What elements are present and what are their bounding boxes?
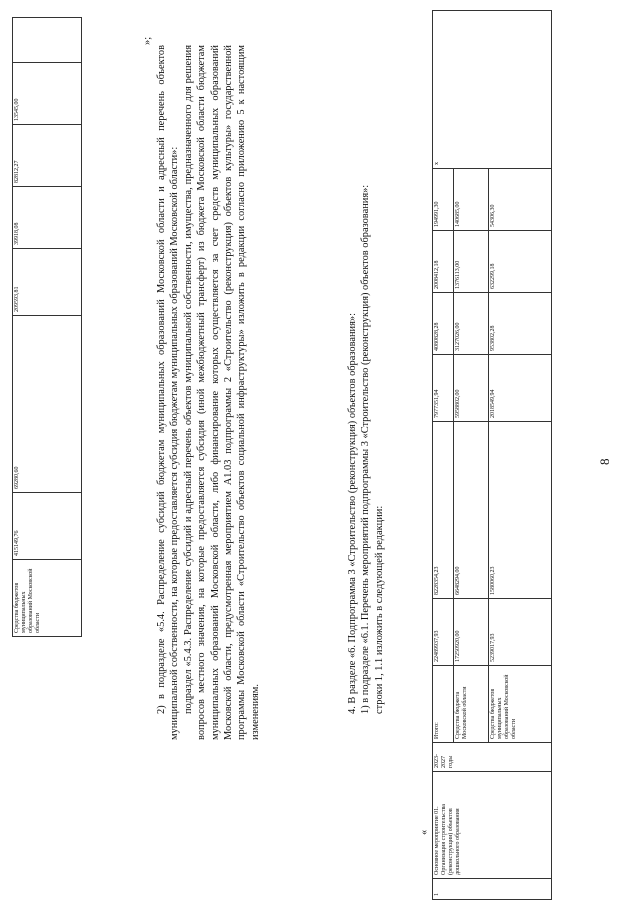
closing-quote-mark: »; [142, 36, 153, 45]
paragraph: строки 1, 1.1 изложить в следующей редакции: [373, 505, 385, 714]
table-cell-number: 1 [433, 879, 552, 900]
table-cell: 415149,76 [13, 493, 82, 560]
table-cell: 3127026,00 [454, 293, 489, 355]
table-row [13, 18, 82, 637]
table-cell: 13545,00 [13, 63, 82, 125]
table-cell: 1580060,23 [489, 422, 552, 599]
table-cell: 5958802,00 [454, 355, 489, 422]
paragraph: 2) в подразделе «5.4. Распределение субсидий бюджетам муниципальных образований Московской области и адресный перечень объектов муниципальной собственности, на которые предоставляется субсидия бюджетам муниципальных образований Московской области»: [156, 45, 181, 740]
paragraph: 4. В разделе «6. Подпрограмма 3 «Строительство (реконструкция) объектов образования»: [347, 313, 358, 714]
table-row [433, 11, 454, 900]
table-cell: 2008412,18 [433, 231, 454, 293]
body-text [155, 45, 262, 740]
table-cell: 7977351,94 [433, 355, 454, 422]
table-cell-activity: Основное мероприятие 01. Организация строительства (реконструкции) объектов дошкольного образования [433, 772, 552, 879]
paragraph: подраздел «5.4.3. Распределение субсидий и адресный перечень объектов муниципальной собственности, имущества, предназначенного для решения вопросов местного значения, на которые предоставляется субсидия (иной межбюджетный трансферт) из бюджета Московской области бюджетам муниципальных образований Московской области, либо финансирование которых осуществляется за счет средств муниципальных образований Московской области, предусмотренная мероприятием А1.03 подпрограммы 2 «Строительство (реконструкция) объектов культуры» государственной программы Московской области «Строительство объектов социальной инфраструктуры» изложить в редакции согласно приложению 5 к настоящим изменениям. [182, 45, 261, 740]
page-number: 8 [597, 458, 612, 465]
table-cell: 82812,27 [13, 125, 82, 187]
table-cell: 5239017,93 [489, 599, 552, 666]
table-cell: 1376113,00 [454, 231, 489, 293]
table-cell-x: х [433, 11, 552, 169]
table-cell: 8228354,23 [433, 422, 454, 599]
table-cell: 140685,00 [454, 169, 489, 231]
paragraph: 1) в подразделе «6.1. Перечень мероприятий подпрограммы 3 «Строительство (реконструкция) объектов образования»: [360, 184, 372, 714]
table-cell: 69280,60 [13, 316, 82, 493]
table-cell: 194991,30 [433, 169, 454, 231]
body-text-section-4 [346, 45, 386, 740]
table-cell: 632299,18 [489, 231, 552, 293]
table-cell: 39918,08 [13, 187, 82, 249]
table-cell-label: Средства бюджета Московской области [454, 666, 489, 743]
table-cell: 22489937,93 [433, 599, 454, 666]
activities-table [432, 10, 552, 900]
table-cell-label: Средства бюджетов муниципальных образований Московской области [13, 560, 82, 637]
funding-table-fragment [12, 17, 82, 637]
table-cell: 17250920,00 [454, 599, 489, 666]
table-cell: 6648294,00 [454, 422, 489, 599]
table-cell-label: Средства бюджетов муниципальных образований Московской области [489, 666, 552, 743]
table-cell: 4080828,28 [433, 293, 454, 355]
table-cell: 953802,28 [489, 293, 552, 355]
table-cell: 2018549,94 [489, 355, 552, 422]
table-cell-empty [13, 18, 82, 63]
opening-quote-mark: « [419, 829, 430, 835]
table-cell-period: 2023-2027 годы [433, 743, 552, 772]
table-cell: 209593,81 [13, 249, 82, 316]
table-cell-label: Итого: [433, 666, 454, 743]
table-cell: 54306,30 [489, 169, 552, 231]
